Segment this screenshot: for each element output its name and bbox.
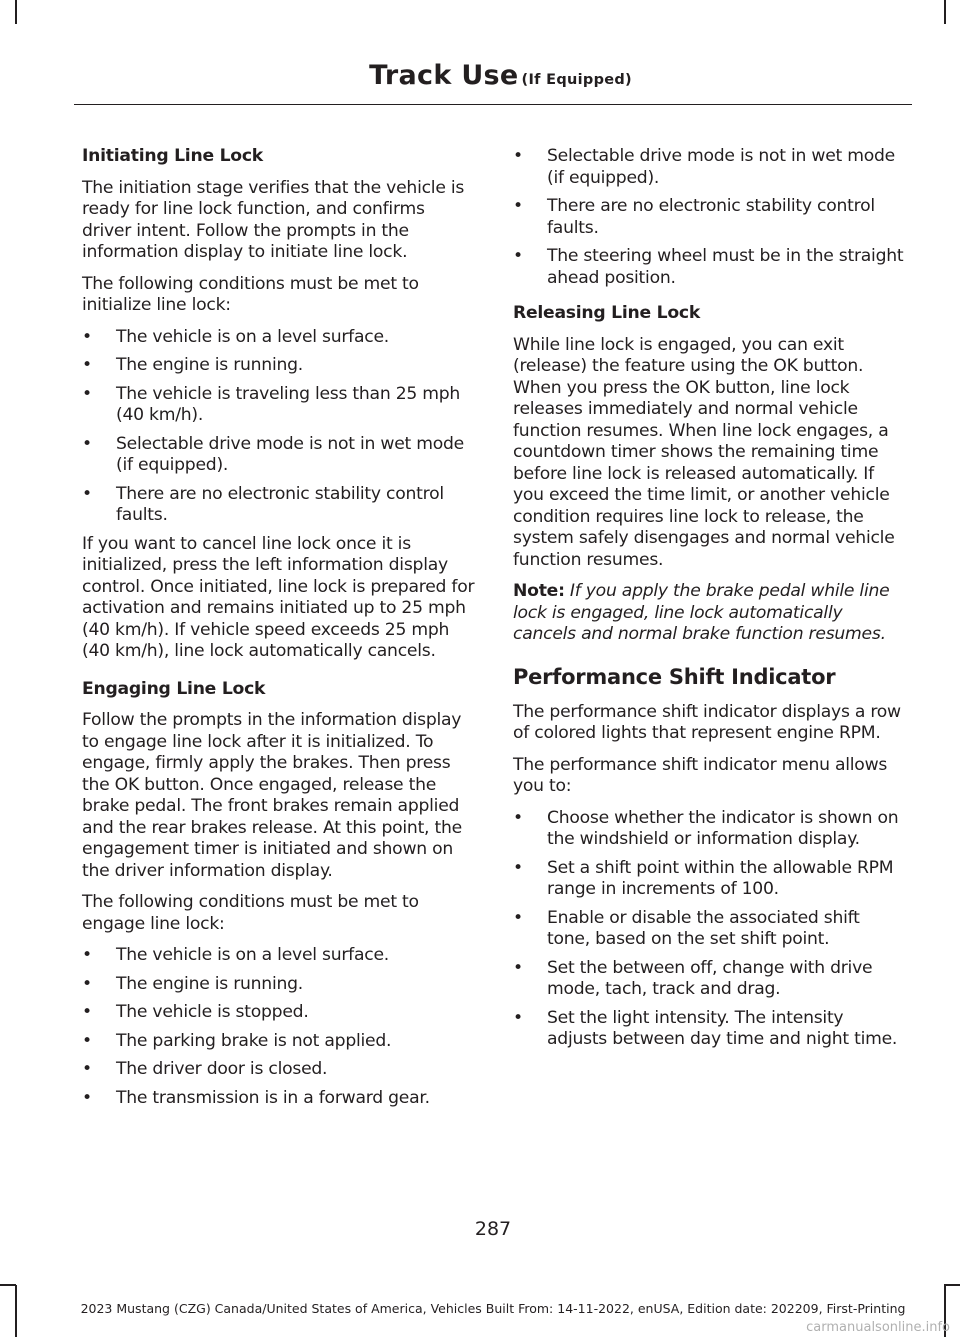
list-item [82,974,476,996]
bullet: • [82,433,92,454]
bullet: • [82,383,92,404]
list-item [82,355,476,377]
bullet: • [82,483,92,504]
bullet: • [82,1030,92,1051]
releasing-text: While line lock is engaged, you can exit (release) the feature using the OK button. When you press the OK button, line lock releases immediately and normal vehicle function resumes. When line lock engages, a countdown timer shows the remaining time before line lock is released automatically. If you exceed the time limit, or another vehicle condition requires line lock to release, the system safely disengages and normal vehicle function resumes. [513,334,895,570]
bullet: • [82,945,92,965]
section-heading-releasing: Releasing Line Lock [513,303,701,323]
list-item [513,908,907,951]
list-item [513,1008,907,1051]
crop-mark-bottom-right-h [944,1284,960,1286]
bullet: • [82,1002,92,1022]
engaging-conditions-list [82,945,476,1109]
list-item [82,1059,476,1081]
releasing-note [513,581,907,646]
bullet: • [82,355,92,375]
section-heading-initiating: Initiating Line Lock [82,146,263,166]
list-item [513,246,907,289]
list-item-text: The parking brake is not applied. [116,1030,392,1051]
bullet: • [82,326,92,347]
list-item-text: The vehicle is traveling less than 25 mph (40 km/h). [116,383,461,425]
list-item [82,327,476,349]
list-item-text: Set a shift point within the allowable RPM range in increments of 100. [547,857,894,899]
section-heading-engaging: Engaging Line Lock [82,678,266,699]
list-item [513,958,907,1001]
list-item [82,1002,476,1024]
list-item [82,434,476,477]
psi-options-list [513,808,907,1051]
page-header [369,60,632,91]
initiating-conditions-intro: The following conditions must be met to initialize line lock: [82,273,419,315]
list-item [82,945,476,967]
header-rule [74,104,912,105]
list-item-text: Selectable drive mode is not in wet mode (if equipped). [116,433,464,475]
initiating-cancel-text: If you want to cancel line lock once it is initialized, press the left information display control. Once initiated, line lock is prepared for activation and remains initiated up to 25 mph (40 km/h). If vehicle speed exceeds 25 mph (40 km/h), line lock automatically cancels. [82,533,475,661]
engaging-conditions-list-continued [513,146,907,289]
note-label: Note: [513,581,565,601]
list-item [513,858,907,901]
watermark: carmanualsonline.info [806,1320,950,1335]
list-item-text: The driver door is closed. [116,1059,328,1079]
bullet: • [513,857,523,878]
engaging-conditions-intro: The following conditions must be met to engage line lock: [82,892,419,934]
bullet: • [513,246,523,266]
list-item-text: There are no electronic stability control faults. [116,483,444,525]
list-item-text: There are no electronic stability control faults. [547,196,875,238]
list-item-text: Choose whether the indicator is shown on the windshield or information display. [547,807,899,849]
page-number: 287 [474,1218,512,1240]
bullet: • [513,196,523,216]
list-item-text: Set the between off, change with drive mode, tach, track and drag. [547,957,873,999]
crop-mark-top-left [15,0,17,24]
list-item-text: Selectable drive mode is not in wet mode (if equipped). [547,146,895,188]
engaging-intro: Follow the prompts in the information display to engage line lock after it is initialized. To engage, firmly apply the brakes. Then press the OK button. Once engaged, release the brake pedal. The front brakes remain applied and the rear brakes release. At this point, the engagement timer is initiated and shown on the driver information display. [82,710,462,881]
list-item-text: Enable or disable the associated shift tone, based on the set shift point. [547,907,860,949]
header-title: Track Use [369,60,519,91]
list-item-text: The vehicle is stopped. [116,1002,309,1022]
list-item-text: Set the light intensity. The intensity adjusts between day time and night time. [547,1007,898,1049]
psi-menu-intro: The performance shift indicator menu allows you to: [513,754,888,796]
right-column [513,146,907,1058]
list-item-text: The engine is running. [116,973,303,994]
bullet: • [513,1007,523,1028]
crop-mark-top-right [944,0,946,24]
list-item [82,1088,476,1110]
list-item-text: The transmission is in a forward gear. [116,1087,430,1108]
bullet: • [82,1059,92,1079]
list-item [82,484,476,527]
list-item [513,196,907,239]
list-item-text: The engine is running. [116,355,303,375]
bullet: • [82,973,92,994]
header-subtitle: (If Equipped) [521,72,632,88]
psi-intro: The performance shift indicator displays a row of colored lights that represent engine RPM. [513,701,901,743]
initiating-conditions-list [82,327,476,527]
bullet: • [513,957,523,978]
list-item-text: The vehicle is on a level surface. [116,326,389,347]
list-item [513,808,907,851]
list-item-text: The steering wheel must be in the straight ahead position. [547,246,904,288]
bullet: • [82,1087,92,1108]
note-text: If you apply the brake pedal while line lock is engaged, line lock automatically cancels and normal brake function resumes. [513,581,890,644]
left-column [82,146,476,1116]
crop-mark-bottom-left-h [0,1284,16,1286]
bullet: • [513,146,523,166]
footer-text: 2023 Mustang (CZG) Canada/United States of America, Vehicles Built From: 14-11-2022, enUSA, Edition date: 202209, First-Printing [80,1301,906,1316]
bullet: • [513,907,523,928]
list-item [82,1031,476,1053]
bullet: • [513,807,523,828]
list-item [82,384,476,427]
list-item [513,146,907,189]
section-heading-performance-shift-indicator: Performance Shift Indicator [513,664,836,689]
initiating-intro: The initiation stage verifies that the vehicle is ready for line lock function, and confirms driver intent. Follow the prompts in the information display to initiate line lock. [82,177,465,262]
list-item-text: The vehicle is on a level surface. [116,945,389,965]
